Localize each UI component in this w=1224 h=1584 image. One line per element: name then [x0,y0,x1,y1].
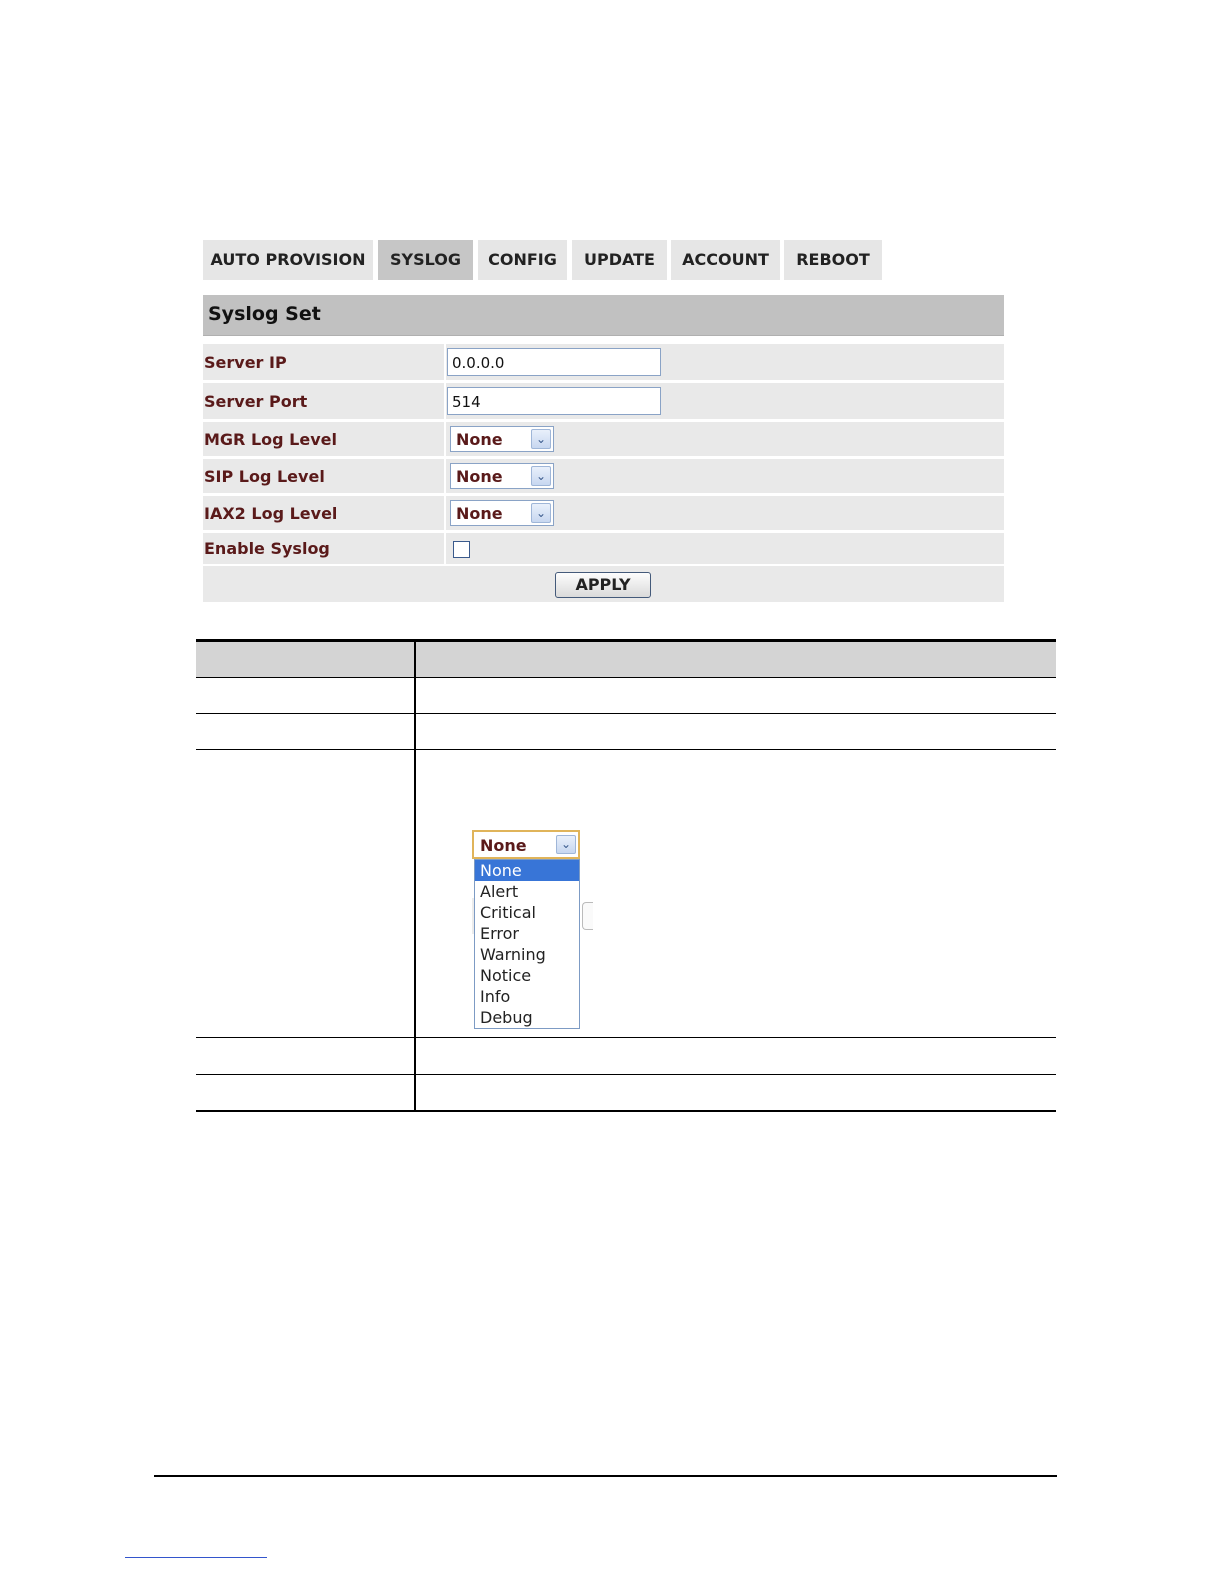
enable-syslog-row [203,533,1004,564]
sip-log-level-value: None [456,467,503,486]
enable-syslog-checkbox[interactable] [453,541,470,558]
panel-header [203,295,1004,336]
table-bottom-rule [196,1110,1056,1112]
log-level-select-open[interactable] [472,830,580,859]
iax2-log-level-label: IAX2 Log Level [204,504,338,523]
tab-syslog[interactable]: SYSLOG [378,240,473,280]
server-ip-label: Server IP [204,353,287,372]
option-critical[interactable]: Critical [480,903,536,922]
sip-log-level-row [203,459,1004,493]
apply-row [203,566,1004,602]
option-info[interactable]: Info [480,987,511,1006]
column-separator [444,422,446,456]
chevron-down-icon[interactable]: ⌄ [556,835,576,854]
option-debug[interactable]: Debug [480,1008,533,1027]
table-row-divider [196,749,1056,750]
apply-button[interactable]: APPLY [555,572,651,598]
tab-config[interactable]: CONFIG [478,240,567,280]
column-separator [444,533,446,564]
iax2-log-level-select[interactable] [450,500,554,526]
server-port-label: Server Port [204,392,308,411]
table-row-divider [196,1074,1056,1075]
server-ip-input[interactable]: 0.0.0.0 [447,348,661,376]
option-none[interactable]: None [475,860,579,881]
column-separator [444,383,446,419]
log-level-options-list [474,859,580,1029]
mgr-log-level-row [203,422,1004,456]
tab-auto-provision[interactable]: AUTO PROVISION [203,240,373,280]
option-error[interactable]: Error [480,924,519,943]
tab-update[interactable]: UPDATE [572,240,667,280]
option-warning[interactable]: Warning [480,945,546,964]
server-port-row [203,383,1004,419]
table-column-divider [414,639,416,1112]
iax2-log-level-row [203,496,1004,530]
table-header [196,642,1056,677]
table-row-divider [196,713,1056,714]
table-row-divider [196,677,1056,678]
server-port-input[interactable]: 514 [447,387,661,415]
chevron-down-icon[interactable]: ⌄ [531,503,551,523]
table-row-divider [196,1037,1056,1038]
enable-syslog-label: Enable Syslog [204,539,330,558]
description-table [196,639,1056,1112]
column-separator [444,459,446,493]
table-top-rule [196,639,1056,642]
log-level-selected-value: None [480,836,527,855]
mgr-log-level-label: MGR Log Level [204,430,337,449]
tab-account[interactable]: ACCOUNT [671,240,780,280]
column-separator [444,344,446,380]
option-alert[interactable]: Alert [480,882,519,901]
chevron-down-icon[interactable]: ⌄ [531,466,551,486]
background-fragment [582,902,593,930]
footer-link-underline[interactable] [125,1557,267,1558]
mgr-log-level-value: None [456,430,503,449]
mgr-log-level-select[interactable] [450,426,554,452]
sip-log-level-label: SIP Log Level [204,467,325,486]
option-notice[interactable]: Notice [480,966,532,985]
iax2-log-level-value: None [456,504,503,523]
footer-rule [154,1475,1057,1477]
server-ip-row [203,344,1004,380]
tab-reboot[interactable]: REBOOT [784,240,882,280]
sip-log-level-select[interactable] [450,463,554,489]
column-separator [444,496,446,530]
panel-title: Syslog Set [208,303,321,325]
chevron-down-icon[interactable]: ⌄ [531,429,551,449]
